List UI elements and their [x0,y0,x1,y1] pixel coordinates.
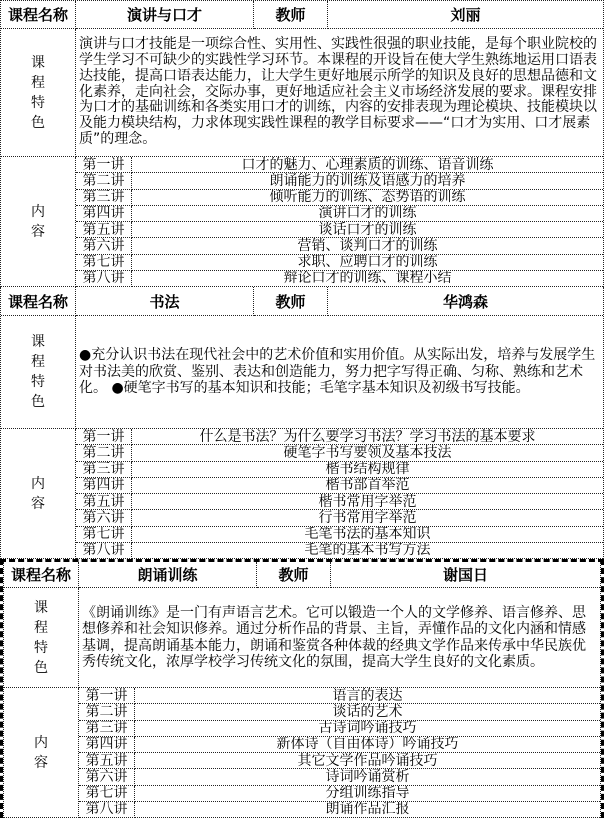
features-text-cell [76,29,603,157]
features-label-cell [1,316,76,429]
content-label-cell [4,688,79,818]
features-label: 课程特色 [34,599,48,676]
content-label: 内容 [31,203,45,240]
content-label: 内容 [34,734,48,771]
features-label: 课程特色 [31,334,45,410]
course-features-row [4,588,600,688]
course-section-3 [3,562,601,818]
course-features-row [1,316,603,429]
course-name-label: 课程名称 [1,1,76,29]
lecture-no: 第三讲 [79,721,135,737]
lecture-title: 楷书部首举范 [132,478,603,494]
lecture-title: 硬笔字书写要领及基本技法 [132,445,603,461]
lecture-no: 第六讲 [76,510,132,526]
course-header-row [4,562,600,588]
lecture-title: 诗词吟诵赏析 [135,769,600,785]
course-title: 朗诵训练 [79,562,257,588]
lecture-no: 第七讲 [76,527,132,543]
lecture-title: 行书常用字举范 [132,510,603,526]
features-text-cell [76,316,603,429]
lecture-title: 古诗词吟诵技巧 [135,721,600,737]
teacher-name: 华鸿森 [328,287,603,316]
features-text: ●充分认识书法在现代社会中的艺术价值和实用价值。从实际出发，培养与发展学生对书法美的欣赏、鉴别、表达和创造能力，努力把字写得正确、匀称、熟练和艺术化。 ●硬笔字书写的基本知识和技能；毛笔字基本知识及初级书写技能。 [79,347,596,397]
dashed-selection-frame [0,559,604,818]
lecture-title: 求职、应聘口才的训练 [132,255,603,271]
teacher-label: 教师 [257,562,331,588]
lecture-title: 新体诗（自由体诗）吟诵技巧 [135,737,600,753]
teacher-label: 教师 [254,287,328,316]
course-name-label: 课程名称 [1,287,76,316]
lecture-title: 倾听能力的训练、态势语的训练 [132,190,603,206]
lecture-title: 谈话口才的训练 [132,222,603,238]
lecture-title: 楷书常用字举范 [132,494,603,510]
lecture-no: 第八讲 [79,802,135,818]
lecture-title: 分组训练指导 [135,786,600,802]
teacher-label: 教师 [254,1,328,29]
lecture-title: 楷书结构规律 [132,462,603,478]
course-header-row [1,1,603,29]
lecture-title: 语言的表达 [135,688,600,704]
teacher-name: 谢国日 [331,562,600,588]
content-label-cell [1,429,76,559]
content-rows [1,429,603,559]
lecture-no: 第八讲 [76,543,132,559]
lecture-no: 第三讲 [76,190,132,206]
content-label-cell [1,157,76,287]
content-label: 内容 [31,475,45,512]
content-rows [4,688,600,818]
lecture-title: 演讲口才的训练 [132,206,603,222]
lecture-no: 第四讲 [76,206,132,222]
lecture-title: 其它文学作品吟诵技巧 [135,753,600,769]
lecture-no: 第五讲 [76,494,132,510]
lecture-no: 第三讲 [76,462,132,478]
lecture-no: 第一讲 [76,157,132,173]
lecture-no: 第八讲 [76,271,132,287]
course-title: 书法 [76,287,254,316]
lecture-no: 第五讲 [76,222,132,238]
lecture-title: 什么是书法？为什么要学习书法？学习书法的基本要求 [132,429,603,445]
lecture-no: 第七讲 [76,255,132,271]
lecture-no: 第五讲 [79,753,135,769]
features-text: 演讲与口才技能是一项综合性、实用性、实践性很强的职业技能，是每个职业院校的学生学习不可缺少的实践性学习环节。本课程的开设旨在使大学生熟练地运用口语表达技能，提高口语表达能力，让大学生更好地展示所学的知识及良好的思想品德和文化素养，走向社会，交际办事，更好地适应社会主义市场经济发展的要求。课程安排为口才的基础训练和各类实用口才的训练，内容的安排表现为理论模块、技能模块以及能力模块结构，力求体现实践性课程的教学目标要求——“口才为实用、口才展素质”的理念。 [79,35,597,148]
features-text-cell [79,588,600,688]
features-label-cell [4,588,79,688]
lecture-no: 第二讲 [76,173,132,189]
lecture-no: 第一讲 [79,688,135,704]
lecture-title: 口才的魅力、心理素质的训练、语音训练 [132,157,603,173]
lecture-title: 毛笔的基本书写方法 [132,543,603,559]
lecture-no: 第四讲 [79,737,135,753]
lecture-title: 辩论口才的训练、课程小结 [132,271,603,287]
content-rows [1,157,603,287]
lecture-title: 毛笔书法的基本知识 [132,527,603,543]
lecture-title: 营销、谈判口才的训练 [132,238,603,254]
features-text: 《朗诵训练》是一门有声语言艺术。它可以锻造一个人的文学修养、语言修养、思想修养和社会知识修养。通过分析作品的背景、主旨，弄懂作品的文化内涵和情感基调，提高朗诵基本能力，朗诵和鉴赏各种体裁的经典文学作品来传承中华民族优秀传统文化，浓厚学校学习传统文化的氛围，提高大学生良好的文化素质。 [82,604,586,670]
features-label: 课程特色 [31,54,45,131]
course-features-row [1,29,603,157]
lecture-title: 朗诵能力的训练及语感力的培养 [132,173,603,189]
lecture-no: 第七讲 [79,786,135,802]
lecture-title: 朗诵作品汇报 [135,802,600,818]
features-label-cell [1,29,76,157]
lecture-no: 第四讲 [76,478,132,494]
lecture-title: 谈话的艺术 [135,704,600,720]
lecture-no: 第二讲 [79,704,135,720]
course-section-1 [0,0,604,287]
teacher-name: 刘丽 [328,1,603,29]
course-header-row [1,287,603,316]
lecture-no: 第二讲 [76,445,132,461]
lecture-no: 第一讲 [76,429,132,445]
course-section-2 [0,287,604,559]
lecture-no: 第六讲 [79,769,135,785]
course-title: 演讲与口才 [76,1,254,29]
course-name-label: 课程名称 [4,562,79,588]
lecture-no: 第六讲 [76,238,132,254]
